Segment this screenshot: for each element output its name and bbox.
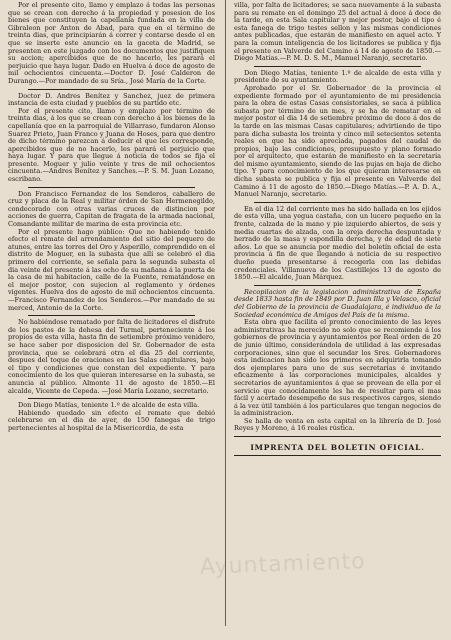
watermark: Ayuntamiento — [199, 549, 367, 580]
notice-capellania-villarraso — [8, 93, 215, 184]
notice-trigo-continued — [234, 2, 441, 63]
notice-dehesa-turmal — [8, 319, 215, 395]
paragraph: Habiendo quedado sin efecto el remate que debió celebrarse en el dia de ayer, de 150 fanegas de trigo pertenecientes al hospital de la Misericordia, de esta — [8, 408, 215, 432]
notice-marina-atunes — [8, 191, 215, 313]
paragraph: Don Francisco Fernandez de los Senderos, caballero de cruz y placa de la Real y militar órden de San Hermenegildo, condecorado con otras varias cruces de distincion por acciones de guerra, Capitan de fragata de la armada nacional, Comandante militar de marina de esta provincia etc. — [8, 189, 215, 229]
separator-rule — [28, 187, 195, 188]
paragraph: villa, por falta de licitadores; se saca nuevamente á la subasta para su remate en el domingo 25 del actual á doce á doce de la tarde, en esta Sala capitular y mejor postor, bajo el tipo é esta fanega de trigo testes sellon y las mismas condiciones antes publicadas, que estarán de manifiesto en aquel acto. Y para la comun inteligencia de los licitadores se publica y fija el presente en Valverde del Camino á 14 de agosto de 1850.—Diego Matías.—P. M. D. S. M., Manuel Naranjo, secretario. — [234, 1, 441, 63]
column-divider — [225, 0, 226, 626]
notice-recopilacion-legislacion — [234, 289, 441, 433]
paragraph: Don Diego Matías, teniente 1.º de alcalde de esta villa. — [18, 401, 200, 410]
separator-rule — [254, 66, 421, 67]
paragraph: Por el presente cito, llamo y emplazo por término de treinta dias, á los que se crean con derecho á los bienes de la capellanía que en la parroquial de Villarraso, fundaron Alonso Suarez Prieto, Juan Franco y Juana de Hoses, para que dentro de dicho término parezcan á deducir el que les corresponde, apercibidos que de no hacerlo, les parará el perjuicio que haya lugar. Y para que llegue á noticia de todos se fija el presente. Moguer y julio veinte y tres de mil ochocientos cincuenta.—Andres Benítez y Sanches.—P. S. M. Juan Lozano, escribano. — [8, 106, 215, 184]
paragraph: En el dia 12 del corriente mes ha sido hallada en los ejidos de esta villa, una yegua castaña, con un lucero pequeño en la frente, calzada de la mano y pie izquierdo abiertos, de seis y media cuartas de alzada, con la oreja derecha despuntada y herrado de la masa y espondilla derecha, y de edad de siete años. Lo que se anuncia por medio del boletín oficial de esta provincia á fin de que llegando á noticia de su respectivo dueño pueda presentarse á recogerla con las debidas credenciales. Villanueva de los Castillejos 13 de agosto de 1850.—El alcalde, Juan Márquez. — [234, 204, 441, 282]
separator-rule — [254, 202, 421, 203]
paragraph: Don Diego Matías, teniente 1.º de alcalde de esta villa y presidente de su ayuntamiento. — [234, 68, 441, 85]
separator-rule — [28, 315, 195, 316]
paragraph: No habiéndose rematado por falta de licitadores el disfrute de los pastos de la dehesa del Turmal, perteneciente á los propios de esta villa, hasta fin de setiembre próximo venidero, se hace saber por disposicion del Sr. Gobernador de esta provincia, que se celebrará otra el dia 25 del corriente, despues del toque de oraciones en las Salas capitulares, bajo el tipo y condiciones que constan del expediente. Y para conocimiento de los que quieran interesarse en la subasta, se anuncia al público. Almonte 11 de agosto de 1850.—El alcalde, Vicente de Cepeda. —José María Lozano, secretario. — [8, 318, 215, 395]
separator-rule — [28, 398, 195, 399]
notice-yegua-hallada — [234, 206, 441, 282]
left-column — [8, 2, 215, 432]
right-column — [234, 2, 441, 459]
notice-casas-consistoriales — [234, 70, 441, 199]
paragraph: Aprobado por el Sr. Gobernador de la provincia el expediente formado por el ayuntamiento de mi presidencia para la obra de estas Casas consistoriales, se saca á pública subasta por término de un mes, y se ha de rematar en el mejor postor el dia 14 de setiembre próximo de doce á dos de la tarde en las mismas Casas capitulares; advirtiendo de tipo para dicha subasta los treinta y cinco mil setecientos setenta reales en que ha sido apreciada, pagados del caudal de propios, bajo las condiciones, presupuesto y plano formado por el arquitecto, que estarán de manifiesto en la secretaría del mismo ayuntamiento, siendo de las pujas en baja de dicho tipo. Y para conocimiento de los que quieran interesarse en dicha subasta se publica y fija el presente en Valverde del Camino á 11 de agosto de 1850.—Diego Matías.—P. A. D. A., Manuel Naranjo, secretario. — [234, 83, 441, 199]
notice-trigo-hospital — [8, 402, 215, 432]
paragraph: Recopilacion de la legislacion administrativa de España desde 1833 hasta fin de 1849 por D. Juan Illa y Velasco, oficial del Gobierno de la provincia de Guadalajara, é individuo de la Sociedad económica de Amigos del País de la misma. — [234, 287, 441, 319]
paragraph: Se halla de venta en esta capital en la librería de D. José Reyes y Moreno, á 16 reales rústica. — [234, 416, 441, 433]
paragraph: Por el presente hago público: Que no habiendo tenido efecto el remate del arrendamiento del sitio del pequero de atunes, entre las torres del Oro y Asperillo, comprendido en el distrito de Moguer, en la subasta que allí se celebró el dia primero del corriente, se señala para la segunda subasta el dia veinte del presente á las ocho de su mañana á la puerta de la casa de mi habitacion, calle de la Fuente, rematándose en el mejor postor, con sujecion al reglamento y órdenes vigentes. Huelva dos de agosto de mil ochocientos cincuenta.—Francisco Fernandez de los Senderos.—Por mandado de su merced, Antonio de la Corte. — [8, 227, 215, 312]
footer-rule — [234, 436, 441, 437]
separator-rule — [254, 285, 421, 286]
paragraph: Esta obra que facilita el pronto conocimiento de las leyes administrativas ha merecido no solo que se recomiende á los gobiernos de provincia y ayuntamientos por Real órden de 20 de junio último, considerándola de utilidad á las expresadas corporaciones, sino que el secundar los Sres. Gobernadores esta indicacion han sido los primeros en adquirirla tomando dos ejemplares para uno de sus secretarías é invitando eficazmente á las corporaciones municipales, alcaldes y secretarios de ayuntamientos á que se provean de ella por el servicio que conocidamente les ha de resultar para el mas fácil y acertado desempeño de sus respectivos cargos, siendo á la vez útil también á los particulares que tengan negocios de la administracion. — [234, 318, 441, 418]
separator-rule — [28, 89, 195, 90]
notice-capellania-gibraleon — [8, 2, 215, 86]
printer-footer: IMPRENTA DEL BOLETIN OFICIAL. — [250, 443, 425, 453]
paragraph: Por el presente cito, llamo y emplazo á todas las personas que se crean con derecho á la propiedad y posesion de los bienes que constituyen la capellanía fundada en la villa de Gibraleon por Anton de Abad, para que en el término de treinta dias, que principiarán á correr y contarse desde el en que se inserte este anuncio en la gaceta de Madrid, se presenten en este juzgado con los documentos que justifiquen su accion; apercibidos que de no hacerlo, les parará el perjuicio que haya lugar. Dado en Huelva á doce de agosto de mil ochocientos cincuenta.—Doctor D. José Calderon de Durango.—Por mandado de su Sría., José María de la Corte. — [8, 1, 215, 85]
paragraph: Doctor D. Andres Benítez y Sanchez, juez de primera instancia de esta ciudad y pueblos de su partido etc. — [8, 91, 215, 108]
footer-rule — [234, 455, 441, 456]
